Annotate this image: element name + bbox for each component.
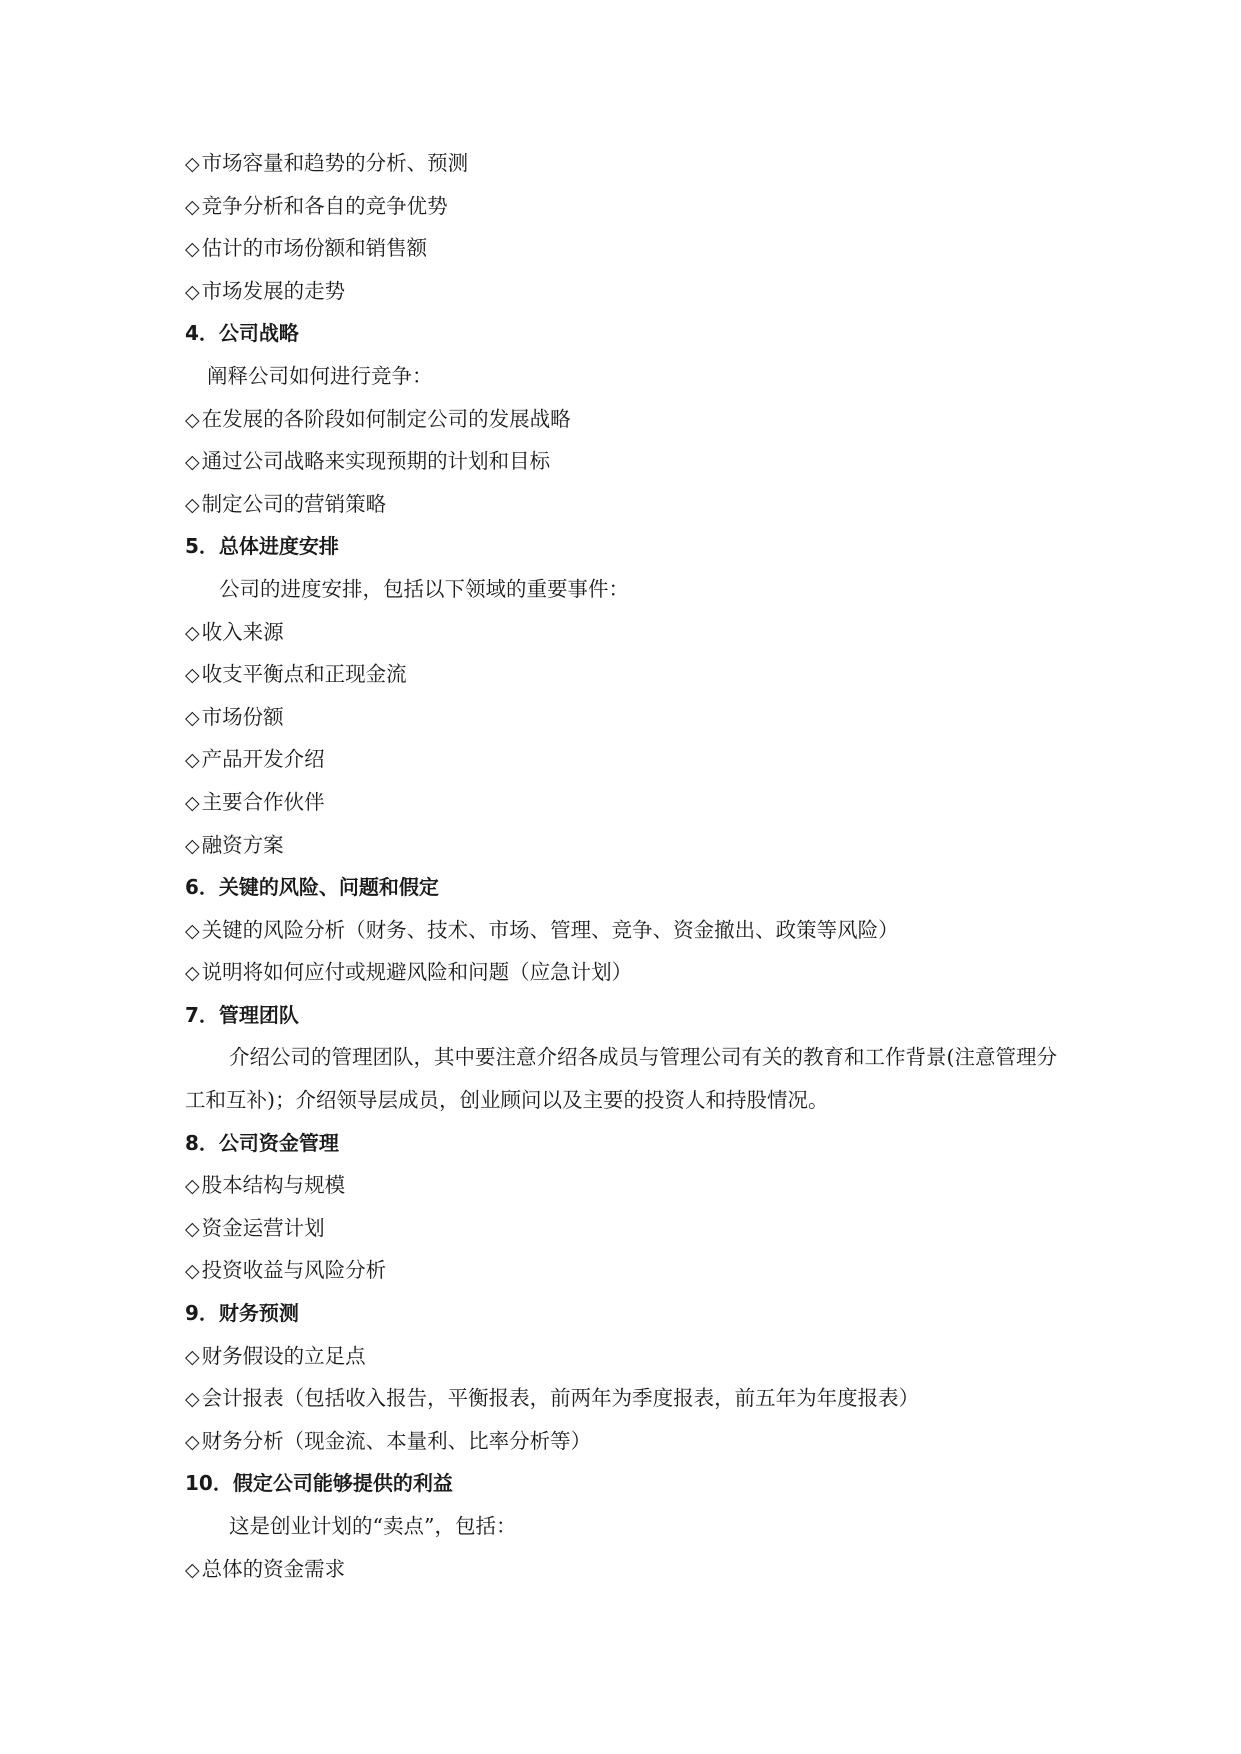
section-heading: 4．公司战略 — [185, 321, 299, 346]
section-heading: 8．公司资金管理 — [185, 1130, 339, 1155]
list-item: ◇收支平衡点和正现金流 — [185, 662, 407, 687]
section-paragraph: 介绍公司的管理团队，其中要注意介绍各成员与管理公司有关的教育和工作背景(注意管理分工和互补)；介绍领导层成员，创业顾问以及主要的投资人和持股情况。 — [185, 1045, 1057, 1113]
diamond-bullet-icon: ◇ — [185, 621, 200, 644]
list-item: ◇资金运营计划 — [185, 1215, 325, 1240]
list-item: ◇市场发展的走势 — [185, 278, 346, 303]
diamond-bullet-icon: ◇ — [185, 1217, 200, 1240]
diamond-bullet-icon: ◇ — [185, 280, 200, 303]
diamond-bullet-icon: ◇ — [185, 706, 200, 729]
diamond-bullet-icon: ◇ — [185, 834, 200, 857]
diamond-bullet-icon: ◇ — [185, 1558, 200, 1581]
list-item: ◇总体的资金需求 — [185, 1556, 346, 1581]
diamond-bullet-icon: ◇ — [185, 451, 200, 474]
list-item: ◇产品开发介绍 — [185, 747, 325, 772]
section-heading: 6．关键的风险、问题和假定 — [185, 875, 439, 900]
list-item: ◇投资收益与风险分析 — [185, 1258, 387, 1283]
list-item: ◇竞争分析和各自的竞争优势 — [185, 193, 448, 218]
document-page — [185, 142, 1065, 1590]
list-item: ◇股本结构与规模 — [185, 1173, 346, 1198]
list-item: ◇市场份额 — [185, 704, 284, 729]
diamond-bullet-icon: ◇ — [185, 493, 200, 516]
diamond-bullet-icon: ◇ — [185, 664, 200, 687]
section-intro: 阐释公司如何进行竞争： — [207, 363, 433, 388]
list-item: ◇通过公司战略来实现预期的计划和目标 — [185, 449, 551, 474]
list-item: ◇市场容量和趋势的分析、预测 — [185, 151, 469, 175]
section-heading: 9．财务预测 — [185, 1301, 299, 1326]
diamond-bullet-icon: ◇ — [185, 962, 200, 985]
section-heading: 5．总体进度安排 — [185, 534, 339, 559]
diamond-bullet-icon: ◇ — [185, 1260, 200, 1283]
diamond-bullet-icon: ◇ — [185, 238, 200, 261]
list-item: ◇制定公司的营销策略 — [185, 491, 387, 516]
section-intro: 这是创业计划的“卖点”，包括： — [229, 1514, 517, 1538]
diamond-bullet-icon: ◇ — [185, 195, 200, 218]
list-item: ◇说明将如何应付或规避风险和问题（应急计划） — [185, 960, 633, 985]
diamond-bullet-icon: ◇ — [185, 153, 200, 175]
list-item: ◇主要合作伙伴 — [185, 789, 325, 814]
list-item: ◇财务分析（现金流、本量利、比率分析等） — [185, 1428, 592, 1453]
list-item: ◇估计的市场份额和销售额 — [185, 236, 428, 261]
list-item: ◇会计报表（包括收入报告，平衡报表，前两年为季度报表，前五年为年度报表） — [185, 1386, 920, 1411]
diamond-bullet-icon: ◇ — [185, 791, 200, 814]
diamond-bullet-icon: ◇ — [185, 1345, 200, 1368]
list-item: ◇融资方案 — [185, 832, 284, 857]
list-item: ◇关键的风险分析（财务、技术、市场、管理、竞争、资金撤出、政策等风险） — [185, 917, 899, 942]
diamond-bullet-icon: ◇ — [185, 919, 200, 942]
diamond-bullet-icon: ◇ — [185, 1430, 200, 1453]
diamond-bullet-icon: ◇ — [185, 749, 200, 772]
section-heading: 7．管理团队 — [185, 1002, 299, 1027]
diamond-bullet-icon: ◇ — [185, 1388, 200, 1411]
section-intro: 公司的进度安排，包括以下领域的重要事件： — [219, 576, 629, 601]
diamond-bullet-icon: ◇ — [185, 1175, 200, 1198]
section-heading: 10．假定公司能够提供的利益 — [185, 1471, 453, 1496]
diamond-bullet-icon: ◇ — [185, 408, 200, 431]
list-item: ◇财务假设的立足点 — [185, 1343, 366, 1368]
list-item: ◇在发展的各阶段如何制定公司的发展战略 — [185, 406, 571, 431]
list-item: ◇收入来源 — [185, 619, 284, 644]
